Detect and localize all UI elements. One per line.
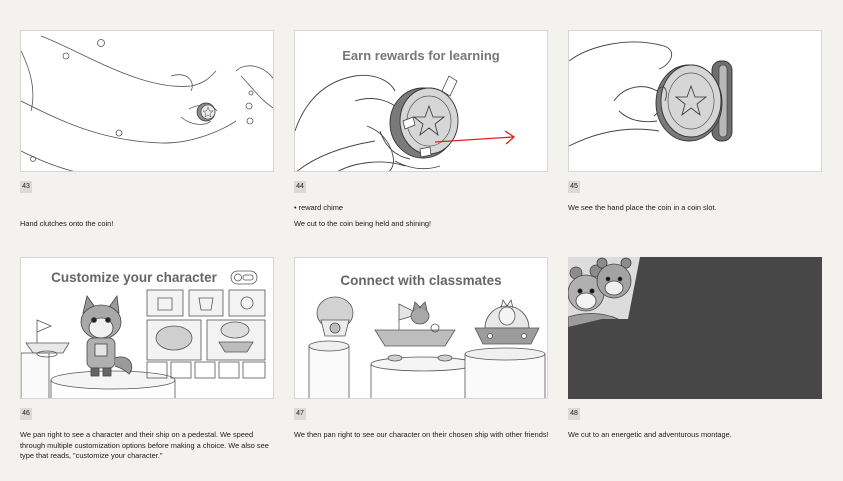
coin-small	[197, 103, 215, 121]
panel-frame	[294, 257, 548, 399]
panel-caption: We see the hand place the coin in a coin slot.	[568, 203, 717, 212]
sketch-coin-held	[295, 31, 548, 172]
panel-number: 45	[568, 181, 580, 193]
frame-title: Earn rewards for learning	[342, 48, 500, 63]
panel-caption: We cut to the coin being held and shining!	[294, 219, 432, 228]
panel-number: 44	[294, 181, 306, 193]
sound-note: • reward chime	[294, 203, 343, 212]
sketch-customize-screen	[21, 258, 274, 399]
panel-frame	[20, 257, 274, 399]
pedestal-right	[465, 348, 545, 399]
sketch-hand-clutching-coin	[21, 31, 274, 172]
balloon-ship	[317, 297, 353, 336]
ship-on-pedestal	[21, 320, 69, 399]
pedestal-left	[309, 341, 349, 399]
coin-large	[390, 76, 458, 158]
panel-number: 48	[568, 408, 580, 420]
panel-caption: We pan right to see a character and their ship on a pedestal. We speed through multiple customization options before making a choice. We also see type that reads, "customize your character."	[20, 430, 269, 460]
frame-title: Connect with classmates	[340, 273, 502, 288]
panel-caption: We then pan right to see our character on their chosen ship with other friends!	[294, 430, 549, 439]
sketch-classmates-ships	[295, 258, 548, 399]
frame-title: Customize your character	[51, 270, 217, 285]
panel-number: 47	[294, 408, 306, 420]
panel-frame	[20, 30, 274, 172]
panel-caption: Hand clutches onto the coin!	[20, 219, 114, 228]
pedestal	[51, 371, 175, 399]
panel-frame	[568, 30, 822, 172]
sketch-montage-transition	[568, 257, 822, 399]
dome-ship	[475, 300, 539, 344]
coin-large	[656, 65, 722, 141]
panel-caption: We cut to an energetic and adventurous montage.	[568, 430, 732, 439]
panel-frame	[294, 30, 548, 172]
panel-number: 46	[20, 408, 32, 420]
sketch-coin-in-slot	[569, 31, 822, 172]
fox-character	[81, 296, 132, 376]
sail-ship	[375, 302, 455, 346]
pedestal-center	[371, 355, 475, 399]
panel-number: 43	[20, 181, 32, 193]
panel-frame	[568, 257, 822, 399]
customization-options	[147, 290, 265, 378]
